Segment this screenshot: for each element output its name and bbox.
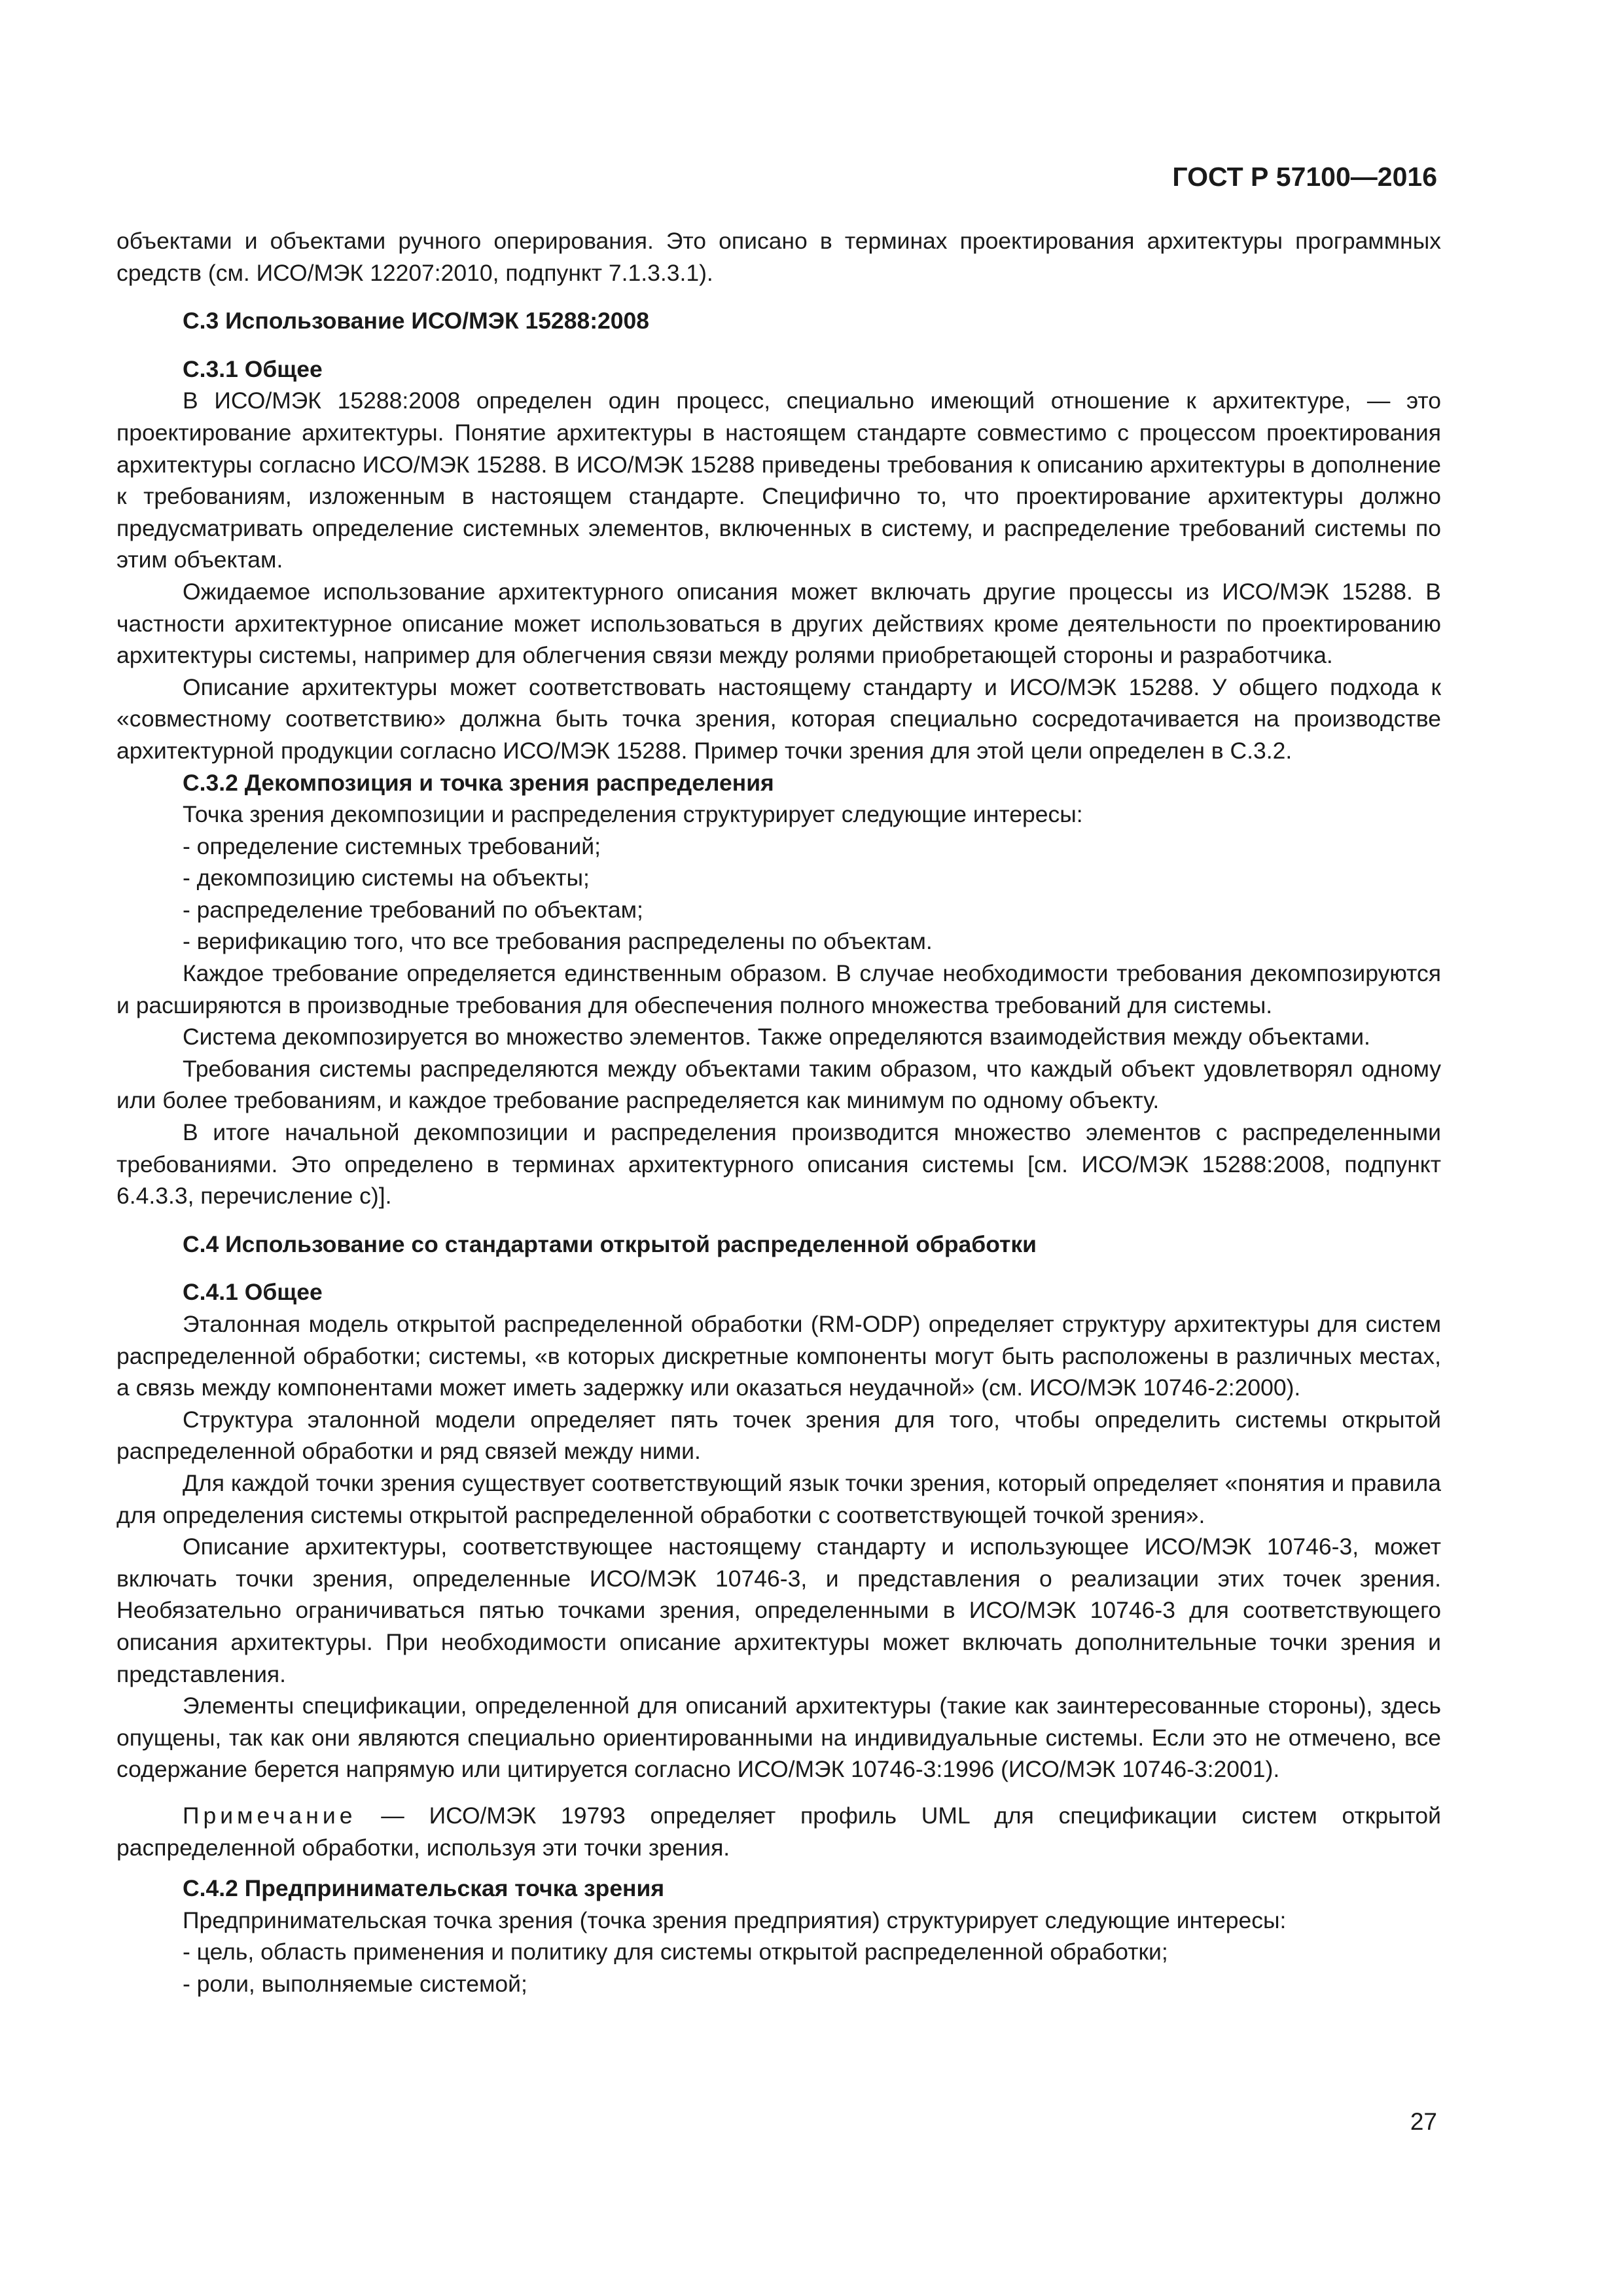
paragraph: Структура эталонной модели определяет пять точек зрения для того, чтобы определить системы открытой распределенной обработки и ряд связей между ними. — [116, 1406, 1441, 1465]
paragraph: В итоге начальной декомпозиции и распределения производится множество элементов с распределенными требованиями. Это определено в терминах архитектурного описания системы [см. ИСО/МЭК 15288:2008, подпункт 6.4.3.3, перечисление с)]. — [116, 1119, 1441, 1210]
subsection-heading-c41: С.4.1 Общее — [183, 1279, 323, 1306]
list-item: - верификацию того, что все требования распределены по объектам. — [183, 928, 933, 955]
list-item: - роли, выполняемые системой; — [183, 1970, 527, 1997]
list-item: - определение системных требований; — [183, 833, 601, 859]
paragraph: Система декомпозируется во множество элементов. Также определяются взаимодействия между объектами. — [183, 1024, 1370, 1050]
paragraph: Ожидаемое использование архитектурного описания может включать другие процессы из ИСО/МЭК 15288. В частности архитектурное описание может использоваться в других действиях кроме деятельности по проектированию архитектуры системы, например для облегчения связи между ролями приобретающей стороны и разработчика. — [116, 578, 1441, 669]
paragraph: Эталонная модель открытой распределенной обработки (RM-ODP) определяет структуру архитектуры для систем распределенной обработки; системы, «в которых дискретные компоненты могут быть расположены в различных местах, а связь между компонентами может иметь задержку или оказаться неудачной» (см. ИСО/МЭК 10746-2:2000). — [116, 1311, 1441, 1401]
paragraph: Требования системы распределяются между объектами таким образом, что каждый объект удовлетворял одному или более требованиям, и каждое требование распределяется как минимум по одному объекту. — [116, 1055, 1441, 1114]
section-heading-c3: С.3 Использование ИСО/МЭК 15288:2008 — [183, 308, 650, 334]
document-id-header: ГОСТ Р 57100—2016 — [1172, 162, 1437, 192]
paragraph: Описание архитектуры, соответствующее настоящему стандарту и использующее ИСО/МЭК 10746-3, может включать точки зрения, определенные ИСО/МЭК 10746-3, и представления о реализации этих точек зрения. Необязательно ограничиваться пятью точками зрения, определенными в ИСО/МЭК 10746-3 для соответствующего описания архитектуры. При необходимости описание архитектуры может включать дополнительные точки зрения и представления. — [116, 1534, 1441, 1687]
paragraph: Предпринимательская точка зрения (точка зрения предприятия) структурирует следующие интересы: — [183, 1907, 1287, 1933]
paragraph: Для каждой точки зрения существует соответствующий язык точки зрения, который определяет «понятия и правила для определения системы открытой распределенной обработки с соответствующей точкой зрения». — [116, 1469, 1441, 1528]
subsection-heading-c42: С.4.2 Предпринимательская точка зрения — [183, 1875, 665, 1902]
subsection-heading-c32: С.3.2 Декомпозиция и точка зрения распределения — [183, 769, 774, 796]
list-item: - распределение требований по объектам; — [183, 896, 643, 923]
page-content — [116, 225, 1441, 2000]
note-text: — ИСО/МЭК 19793 определяет профиль UML для спецификации систем открытой распределенной обработки, используя эти точки зрения. — [116, 1802, 1441, 1861]
paragraph: Описание архитектуры может соответствовать настоящему стандарту и ИСО/МЭК 15288. У общего подхода к «совместному соответствию» должна быть точка зрения, которая специально сосредотачивается на производстве архитектурной продукции согласно ИСО/МЭК 15288. Пример точки зрения для этой цели определен в С.3.2. — [116, 673, 1441, 764]
list-item: - декомпозицию системы на объекты; — [183, 865, 590, 891]
page-number: 27 — [1410, 2108, 1437, 2135]
paragraph-intro: объектами и объектами ручного оперирования. Это описано в терминах проектирования архитектуры программных средств (см. ИСО/МЭК 12207:2010, подпункт 7.1.3.3.1). — [116, 228, 1441, 286]
paragraph: В ИСО/МЭК 15288:2008 определен один процесс, специально имеющий отношение к архитектуре, — это проектирование архитектуры. Понятие архитектуры в настоящем стандарте совместимо с процессом проектирования архитектуры согласно ИСО/МЭК 15288. В ИСО/МЭК 15288 приведены требования к описанию архитектуры в дополнение к требованиям, изложенным в настоящем стандарте. Специфично то, что проектирование архитектуры должно предусматривать определение системных элементов, включенных в систему, и распределение требований системы по этим объектам. — [116, 387, 1441, 573]
subsection-heading-c31: С.3.1 Общее — [183, 355, 323, 382]
note-paragraph — [116, 1800, 1441, 1863]
paragraph: Точка зрения декомпозиции и распределения структурирует следующие интересы: — [183, 801, 1083, 828]
section-heading-c4: С.4 Использование со стандартами открытой распределенной обработки — [183, 1230, 1037, 1257]
paragraph: Каждое требование определяется единственным образом. В случае необходимости требования декомпозируются и расширяются в производные требования для обеспечения полного множества требований для системы. — [116, 960, 1441, 1018]
list-item: - цель, область применения и политику для системы открытой распределенной обработки; — [183, 1939, 1168, 1965]
paragraph: Элементы спецификации, определенной для описаний архитектуры (такие как заинтересованные стороны), здесь опущены, так как они являются специально ориентированными на индивидуальные системы. Если это не отмечено, все содержание берется напрямую или цитируется согласно ИСО/МЭК 10746-3:1996 (ИСО/МЭК 10746-3:2001). — [116, 1693, 1441, 1783]
note-label: Примечание — [183, 1802, 357, 1829]
